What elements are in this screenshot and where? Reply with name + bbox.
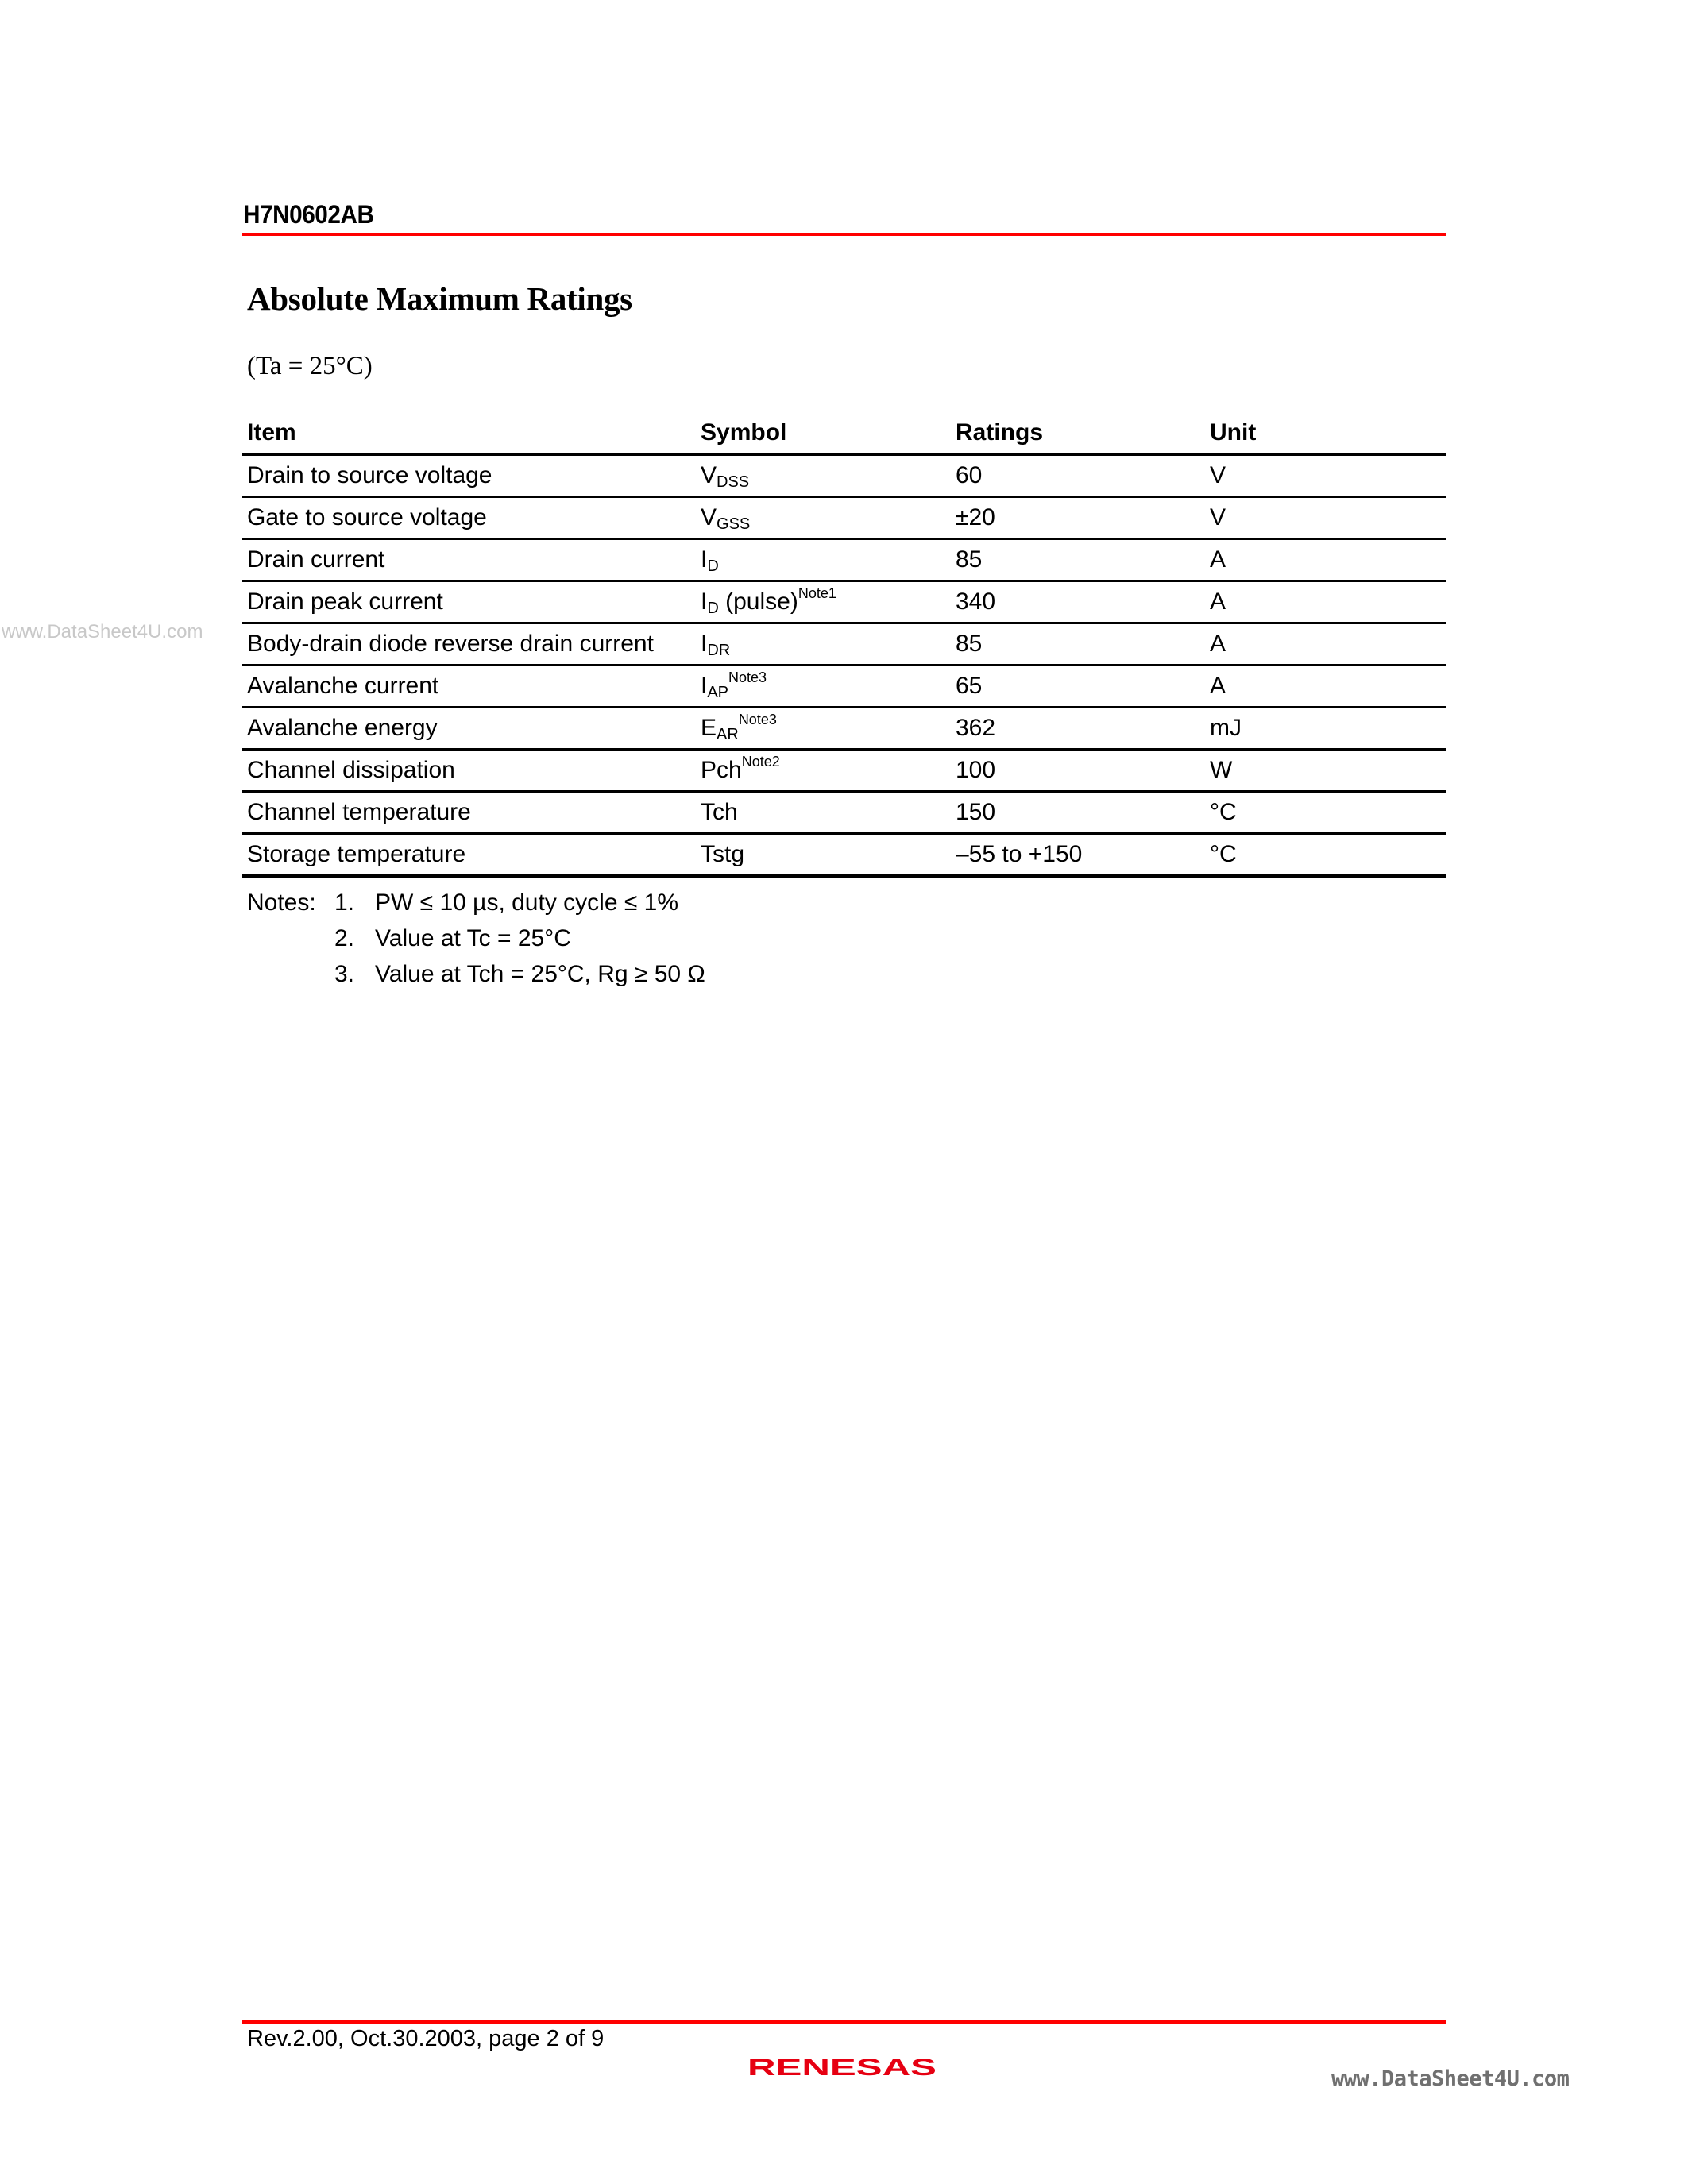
table-row [242, 792, 1446, 834]
symbol-main: I [701, 588, 708, 615]
cell-item: Body-drain diode reverse drain current [242, 623, 696, 666]
note-item [247, 885, 705, 920]
cell-unit: A [1205, 623, 1446, 666]
note-text: Value at Tc = 25°C [375, 925, 571, 951]
symbol-note-ref: Note1 [798, 585, 836, 601]
cell-symbol [696, 834, 951, 877]
notes-label: Notes: [247, 889, 316, 916]
table-row [242, 750, 1446, 792]
cell-symbol [696, 497, 951, 539]
renesas-logo-icon [744, 2054, 940, 2081]
document-part-number: H7N0602AB [243, 200, 374, 229]
cell-rating: –55 to +150 [951, 834, 1205, 877]
cell-rating: 60 [951, 454, 1205, 497]
symbol-main: Tch [701, 799, 738, 825]
cell-symbol [696, 666, 951, 708]
column-header-ratings: Ratings [951, 413, 1205, 454]
cell-unit: °C [1205, 834, 1446, 877]
table-row [242, 666, 1446, 708]
note-item [247, 920, 705, 956]
cell-unit: A [1205, 539, 1446, 581]
table-row [242, 454, 1446, 497]
table-header-row [242, 413, 1446, 454]
symbol-subscript: D [707, 600, 719, 617]
cell-item: Storage temperature [242, 834, 696, 877]
cell-unit: °C [1205, 792, 1446, 834]
cell-unit: A [1205, 581, 1446, 623]
cell-item: Drain current [242, 539, 696, 581]
note-number: 3. [334, 961, 355, 987]
cell-rating: 340 [951, 581, 1205, 623]
table-row [242, 834, 1446, 877]
cell-symbol [696, 792, 951, 834]
cell-item: Drain peak current [242, 581, 696, 623]
cell-symbol [696, 750, 951, 792]
symbol-subscript: AR [717, 726, 739, 743]
header-rule [242, 233, 1446, 236]
cell-rating: 65 [951, 666, 1205, 708]
symbol-suffix: (pulse) [718, 588, 798, 615]
symbol-main: V [701, 504, 717, 531]
cell-rating: 100 [951, 750, 1205, 792]
section-condition: (Ta = 25°C) [247, 352, 373, 380]
cell-unit: mJ [1205, 708, 1446, 750]
column-header-unit: Unit [1205, 413, 1446, 454]
symbol-main: I [701, 546, 708, 573]
renesas-logo [744, 2054, 940, 2085]
cell-symbol [696, 623, 951, 666]
watermark-left: www.DataSheet4U.com [2, 621, 203, 642]
cell-rating: ±20 [951, 497, 1205, 539]
column-header-symbol: Symbol [696, 413, 951, 454]
symbol-note-ref: Note3 [738, 712, 777, 727]
cell-symbol [696, 581, 951, 623]
cell-item: Gate to source voltage [242, 497, 696, 539]
symbol-main: I [701, 673, 708, 699]
cell-item: Channel temperature [242, 792, 696, 834]
cell-unit: W [1205, 750, 1446, 792]
footer-rule [242, 2020, 1446, 2024]
notes [247, 885, 705, 992]
note-text: Value at Tch = 25°C, Rg ≥ 50 Ω [375, 961, 705, 987]
footer-revision: Rev.2.00, Oct.30.2003, page 2 of 9 [247, 2026, 605, 2051]
cell-unit: V [1205, 454, 1446, 497]
symbol-main: I [701, 631, 708, 657]
table-row [242, 581, 1446, 623]
section-title: Absolute Maximum Ratings [247, 280, 632, 317]
cell-unit: A [1205, 666, 1446, 708]
watermark-right: www.DataSheet4U.com [1331, 2066, 1570, 2091]
symbol-main: Pch [701, 757, 742, 783]
note-text: PW ≤ 10 µs, duty cycle ≤ 1% [375, 889, 679, 916]
cell-rating: 362 [951, 708, 1205, 750]
symbol-main: V [701, 462, 717, 488]
table-row [242, 539, 1446, 581]
cell-item: Avalanche current [242, 666, 696, 708]
cell-unit: V [1205, 497, 1446, 539]
symbol-subscript: DSS [717, 473, 750, 491]
note-number: 1. [334, 889, 355, 916]
note-number: 2. [334, 925, 355, 951]
note-item [247, 956, 705, 992]
cell-item: Drain to source voltage [242, 454, 696, 497]
symbol-subscript: AP [707, 684, 729, 701]
table-row [242, 497, 1446, 539]
symbol-note-ref: Note2 [741, 754, 780, 770]
symbol-main: Tstg [701, 841, 745, 867]
cell-item: Avalanche energy [242, 708, 696, 750]
symbol-subscript: DR [707, 642, 731, 659]
cell-item: Channel dissipation [242, 750, 696, 792]
cell-rating: 150 [951, 792, 1205, 834]
column-header-item: Item [242, 413, 696, 454]
cell-rating: 85 [951, 623, 1205, 666]
symbol-subscript: D [707, 558, 719, 575]
ratings-table [242, 413, 1446, 878]
symbol-subscript: GSS [717, 515, 751, 533]
cell-symbol [696, 708, 951, 750]
cell-rating: 85 [951, 539, 1205, 581]
cell-symbol [696, 454, 951, 497]
symbol-note-ref: Note3 [728, 669, 767, 685]
symbol-main: E [701, 715, 717, 741]
svg-text:RENESAS: RENESAS [747, 2055, 937, 2081]
table-row [242, 708, 1446, 750]
table-row [242, 623, 1446, 666]
cell-symbol [696, 539, 951, 581]
